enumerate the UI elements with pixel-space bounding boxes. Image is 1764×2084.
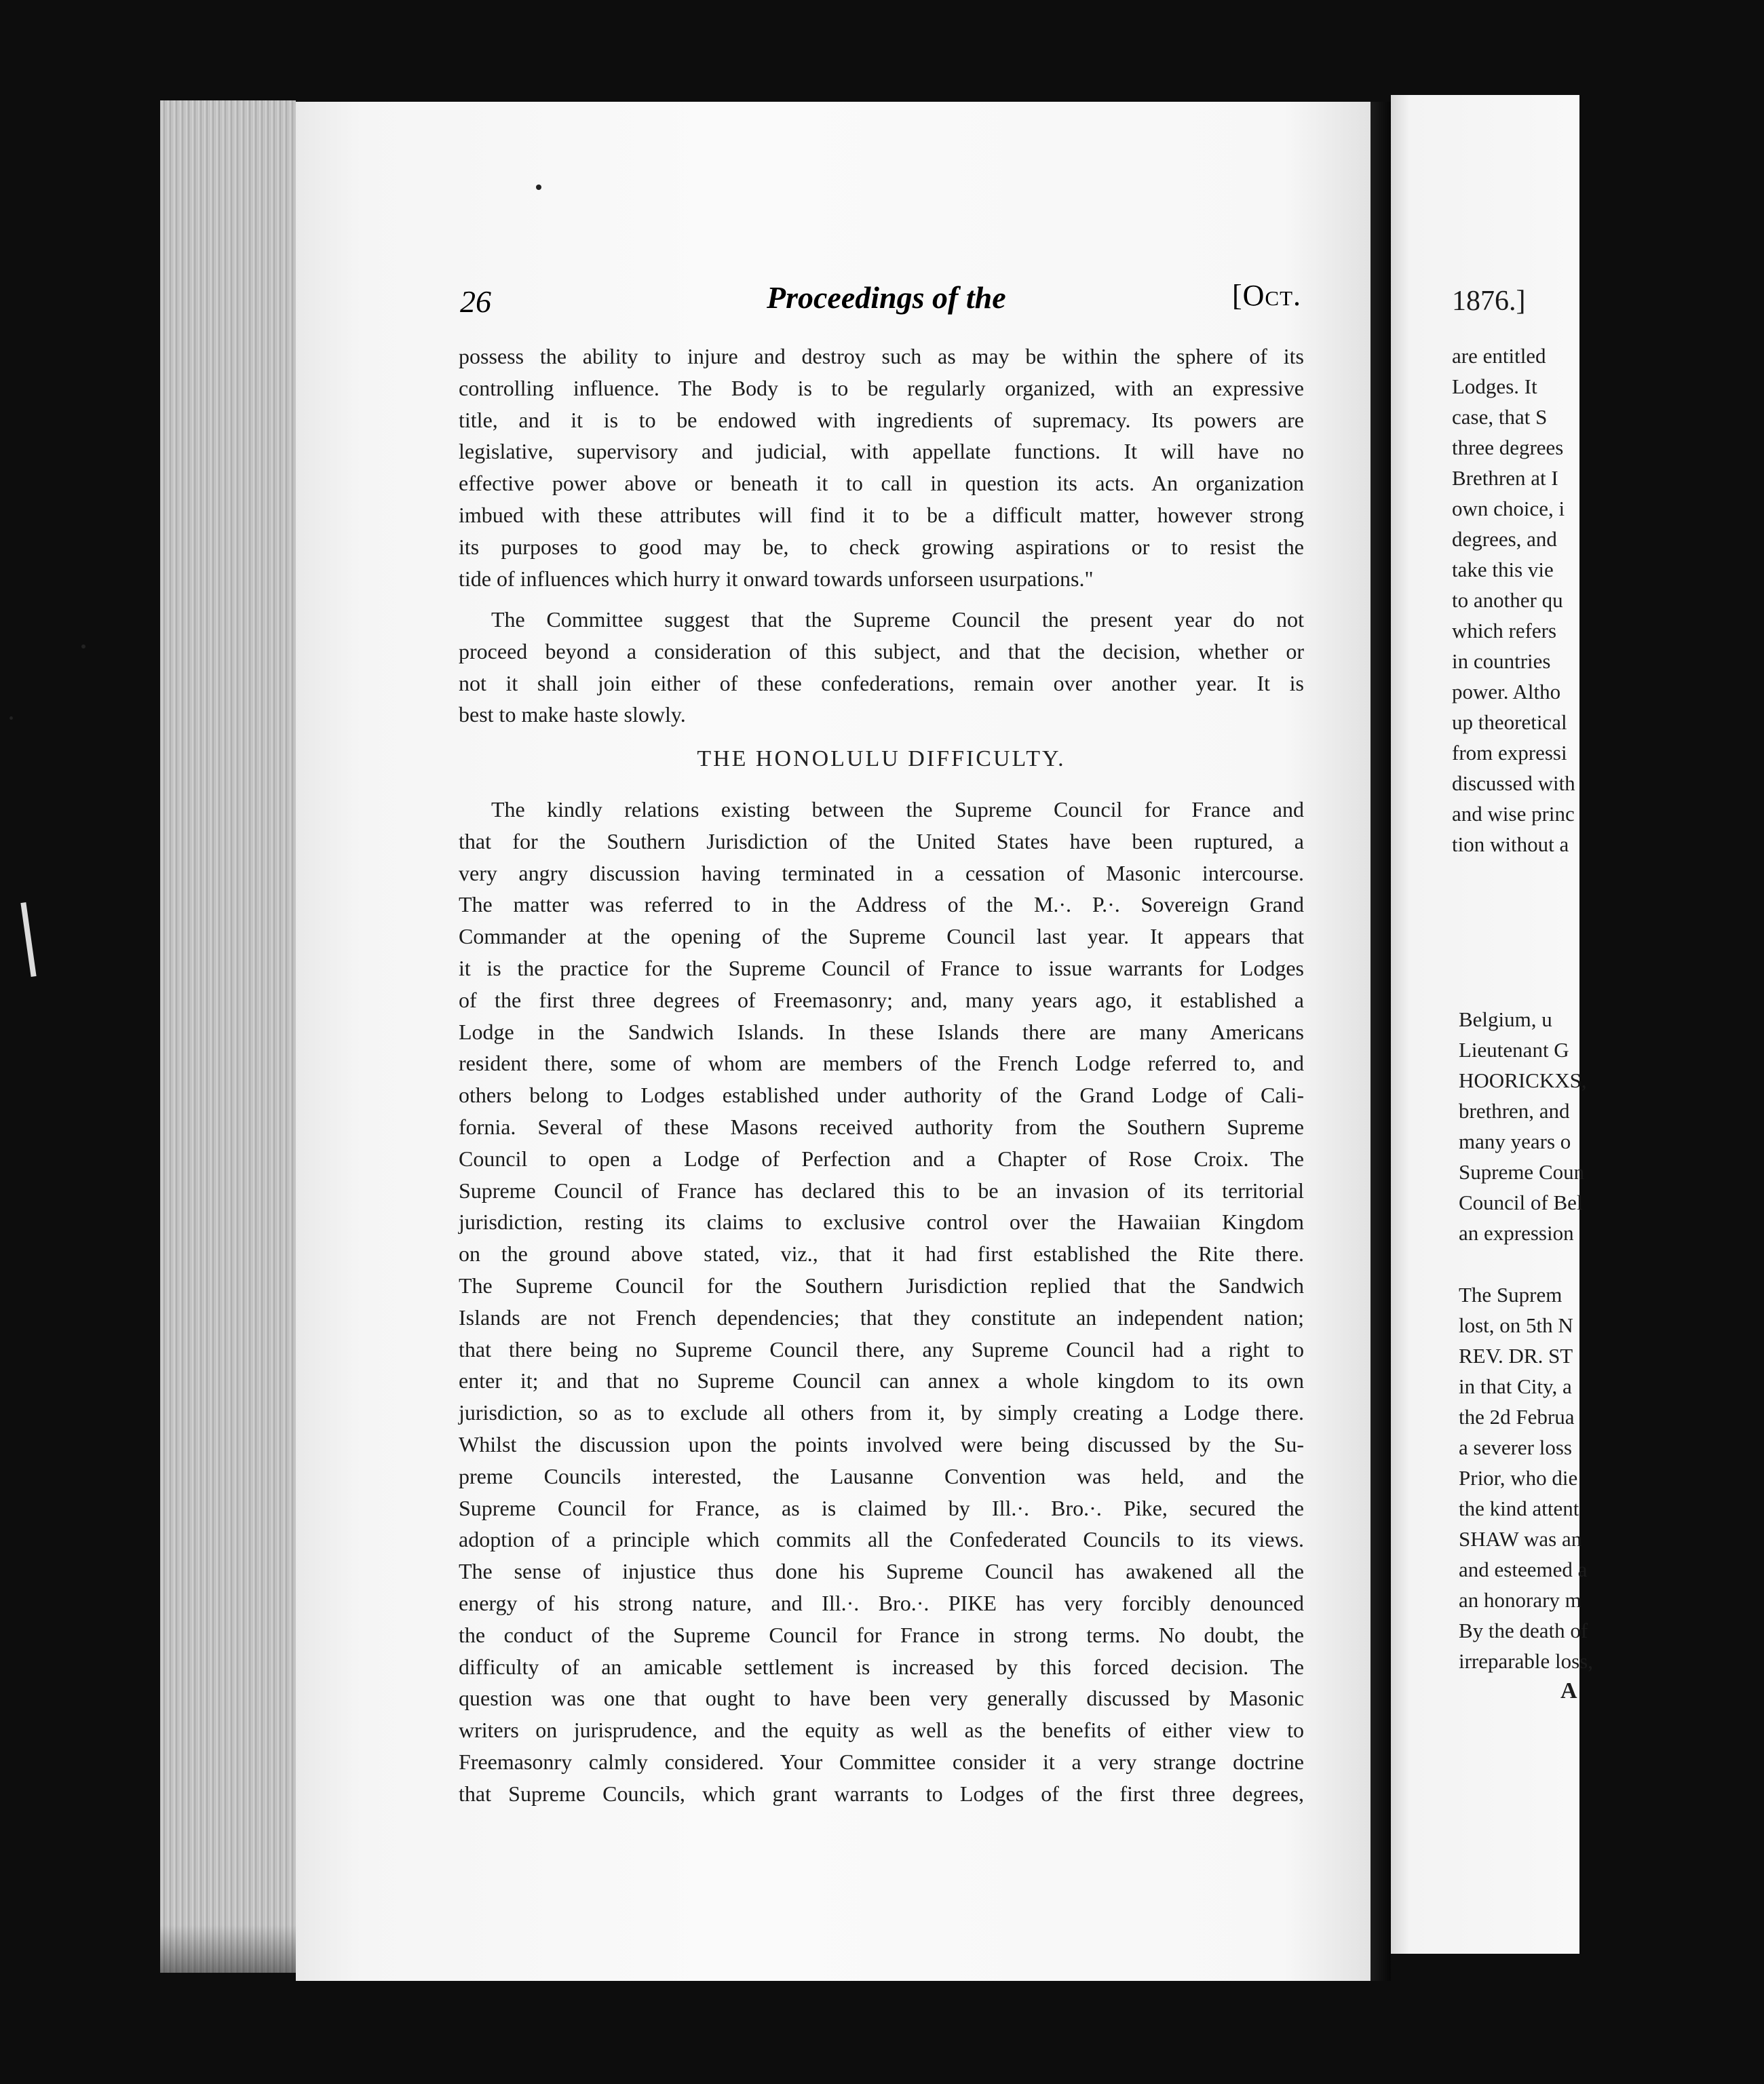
- text-line: Lodge in the Sandwich Islands. In these Islands there are many Americans: [459, 1019, 1304, 1044]
- text-line: Freemasonry calmly considered. Your Committee consider it a very strange doctrine: [459, 1749, 1304, 1774]
- right-page-block-3: [1459, 1279, 1662, 1676]
- text-line: take this vie: [1452, 558, 1554, 581]
- text-line: controlling influence. The Body is to be regularly organized, with an expressive: [459, 375, 1304, 400]
- text-line: difficulty of an amicable settlement is increased by this forced decision. The: [459, 1654, 1304, 1679]
- text-line: Belgium, u: [1459, 1007, 1552, 1031]
- text-line: an honorary m: [1459, 1588, 1581, 1612]
- text-line: degrees, and: [1452, 527, 1557, 551]
- ink-speck: [81, 644, 85, 649]
- ink-speck: [9, 716, 13, 720]
- text-line: an expression: [1459, 1221, 1574, 1245]
- text-line: to another qu: [1452, 588, 1563, 612]
- text-line: The Supreme Council for the Southern Jurisdiction replied that the Sandwich: [459, 1273, 1304, 1298]
- text-line: The sense of injustice thus done his Supreme Council has awakened all the: [459, 1559, 1304, 1584]
- text-line: case, that S: [1452, 405, 1548, 429]
- text-line: and esteemed a: [1459, 1558, 1588, 1581]
- text-line: preme Councils interested, the Lausanne Convention was held, and the: [459, 1463, 1304, 1488]
- text-line: that for the Southern Jurisdiction of the United States have been ruptured, a: [459, 828, 1304, 853]
- text-line: from expressi: [1452, 741, 1567, 765]
- text-line: which refers: [1452, 619, 1557, 642]
- text-line: power. Altho: [1452, 680, 1561, 703]
- text-line: best to make haste slowly.: [459, 702, 686, 727]
- section-mark: [Oct.: [1232, 279, 1302, 312]
- text-line: irreparable loss,: [1459, 1649, 1593, 1673]
- text-line: Brethren at I: [1452, 466, 1558, 490]
- paragraph-committee-suggestion: [459, 604, 1304, 731]
- text-line: Council to open a Lodge of Perfection and a Chapter of Rose Croix. The: [459, 1146, 1304, 1171]
- text-line: discussed with: [1452, 771, 1575, 795]
- paragraph-quote-continuation: [459, 341, 1304, 594]
- text-line: Council of Bel: [1459, 1191, 1583, 1214]
- text-line: Islands are not French dependencies; that they constitute an independent nation;: [459, 1305, 1304, 1330]
- text-line: of the first three degrees of Freemasonry; and, many years ago, it established a: [459, 987, 1304, 1012]
- text-line: the kind attent: [1459, 1497, 1579, 1520]
- text-line: The matter was referred to in the Address of the M.·. P.·. Sovereign Grand: [459, 892, 1304, 917]
- text-line: that there being no Supreme Council there, any Supreme Council had a right to: [459, 1336, 1304, 1362]
- text-line: By the death of: [1459, 1619, 1588, 1642]
- text-line: jurisdiction, resting its claims to exclusive control over the Hawaiian Kingdom: [459, 1210, 1304, 1235]
- text-line: Commander at the opening of the Supreme Council last year. It appears that: [459, 924, 1304, 949]
- text-line: Lieutenant G: [1459, 1038, 1569, 1062]
- text-line: adoption of a principle which commits all the Confederated Councils to its views.: [459, 1527, 1304, 1552]
- text-line: possess the ability to injure and destroy such as may be within the sphere of its: [459, 344, 1304, 368]
- text-line: in that City, a: [1459, 1374, 1572, 1398]
- text-line: and wise princ: [1452, 802, 1575, 826]
- text-line: title, and it is to be endowed with ingredients of supremacy. Its powers are: [459, 407, 1304, 432]
- text-line: tide of influences which hurry it onward towards unforseen usurpations.": [459, 566, 1094, 591]
- text-line: the 2d Februa: [1459, 1405, 1575, 1429]
- text-line: question was one that ought to have been very generally discussed by Masonic: [459, 1686, 1304, 1711]
- text-line: REV. DR. ST: [1459, 1344, 1573, 1368]
- text-line: up theoretical: [1452, 710, 1567, 734]
- book-page-edges: [160, 100, 296, 1973]
- text-line: tion without a: [1452, 832, 1569, 856]
- running-title: Proceedings of the: [767, 280, 1006, 315]
- book-gutter: [1370, 102, 1391, 1981]
- right-page-block-2: [1459, 1004, 1662, 1248]
- text-line: HOORICKXS,: [1459, 1068, 1587, 1092]
- text-line: The Committee suggest that the Supreme Council the present year do not: [491, 607, 1304, 632]
- ink-speck: [536, 185, 541, 190]
- text-line: are entitled: [1452, 344, 1546, 368]
- text-line: effective power above or beneath it to call in question its acts. An organization: [459, 471, 1304, 496]
- text-line: The kindly relations existing between the Supreme Council for France and: [491, 797, 1304, 822]
- text-line: others belong to Lodges established under authority of the Grand Lodge of Cali-: [459, 1083, 1304, 1108]
- text-line: resident there, some of whom are members of the French Lodge referred to, and: [459, 1051, 1304, 1076]
- text-line: The Suprem: [1459, 1283, 1562, 1307]
- text-line: lost, on 5th N: [1459, 1313, 1573, 1337]
- right-page-bottom-heading: A: [1560, 1678, 1577, 1703]
- text-line: fornia. Several of these Masons received authority from the Southern Supreme: [459, 1114, 1304, 1139]
- text-line: Supreme Council for France, as is claimed by Ill.·. Bro.·. Pike, secured the: [459, 1495, 1304, 1520]
- text-line: it is the practice for the Supreme Council of France to issue warrants for Lodges: [459, 955, 1304, 980]
- text-line: a severer loss: [1459, 1435, 1572, 1459]
- text-line: very angry discussion having terminated in a cessation of Masonic intercourse.: [459, 860, 1304, 885]
- right-page-header: 1876.]: [1452, 286, 1526, 317]
- page-number: 26: [460, 284, 491, 319]
- section-heading: THE HONOLULU DIFFICULTY.: [697, 746, 1066, 771]
- text-line: on the ground above stated, viz., that it had first established the Rite there.: [459, 1241, 1304, 1267]
- paragraph-honolulu-difficulty: [459, 794, 1304, 1810]
- text-line: many years o: [1459, 1130, 1571, 1153]
- text-line: in countries: [1452, 649, 1551, 673]
- text-line: Supreme Coun: [1459, 1160, 1585, 1184]
- text-line: not it shall join either of these confederations, remain over another year. It is: [459, 670, 1304, 695]
- text-line: SHAW was an: [1459, 1527, 1582, 1551]
- text-line: its purposes to good may be, to check growing aspirations or to resist the: [459, 534, 1304, 559]
- text-line: legislative, supervisory and judicial, with appellate functions. It will have no: [459, 439, 1304, 464]
- text-line: own choice, i: [1452, 497, 1565, 520]
- text-line: energy of his strong nature, and Ill.·. Bro.·. PIKE has very forcibly denounced: [459, 1590, 1304, 1615]
- text-line: writers on jurisprudence, and the equity as well as the benefits of either view to: [459, 1718, 1304, 1743]
- text-line: imbued with these attributes will find it to be a difficult matter, however strong: [459, 502, 1304, 527]
- text-line: Prior, who die: [1459, 1466, 1578, 1490]
- text-line: brethren, and: [1459, 1099, 1570, 1123]
- text-line: jurisdiction, so as to exclude all others from it, by simply creating a Lodge there.: [459, 1400, 1304, 1425]
- text-line: the conduct of the Supreme Council for France in strong terms. No doubt, the: [459, 1622, 1304, 1647]
- scan-fibre-artifact: [20, 902, 36, 977]
- text-line: three degrees: [1452, 436, 1564, 459]
- text-line: that Supreme Councils, which grant warrants to Lodges of the first three degrees,: [459, 1781, 1304, 1806]
- text-line: Supreme Council of France has declared this to be an invasion of its territorial: [459, 1178, 1304, 1203]
- text-line: enter it; and that no Supreme Council can annex a whole kingdom to its own: [459, 1368, 1304, 1393]
- text-line: proceed beyond a consideration of this subject, and that the decision, whether or: [459, 638, 1304, 663]
- text-line: Whilst the discussion upon the points involved were being discussed by the Su-: [459, 1431, 1304, 1456]
- text-line: Lodges. It: [1452, 374, 1537, 398]
- right-page-block-1: [1452, 341, 1655, 860]
